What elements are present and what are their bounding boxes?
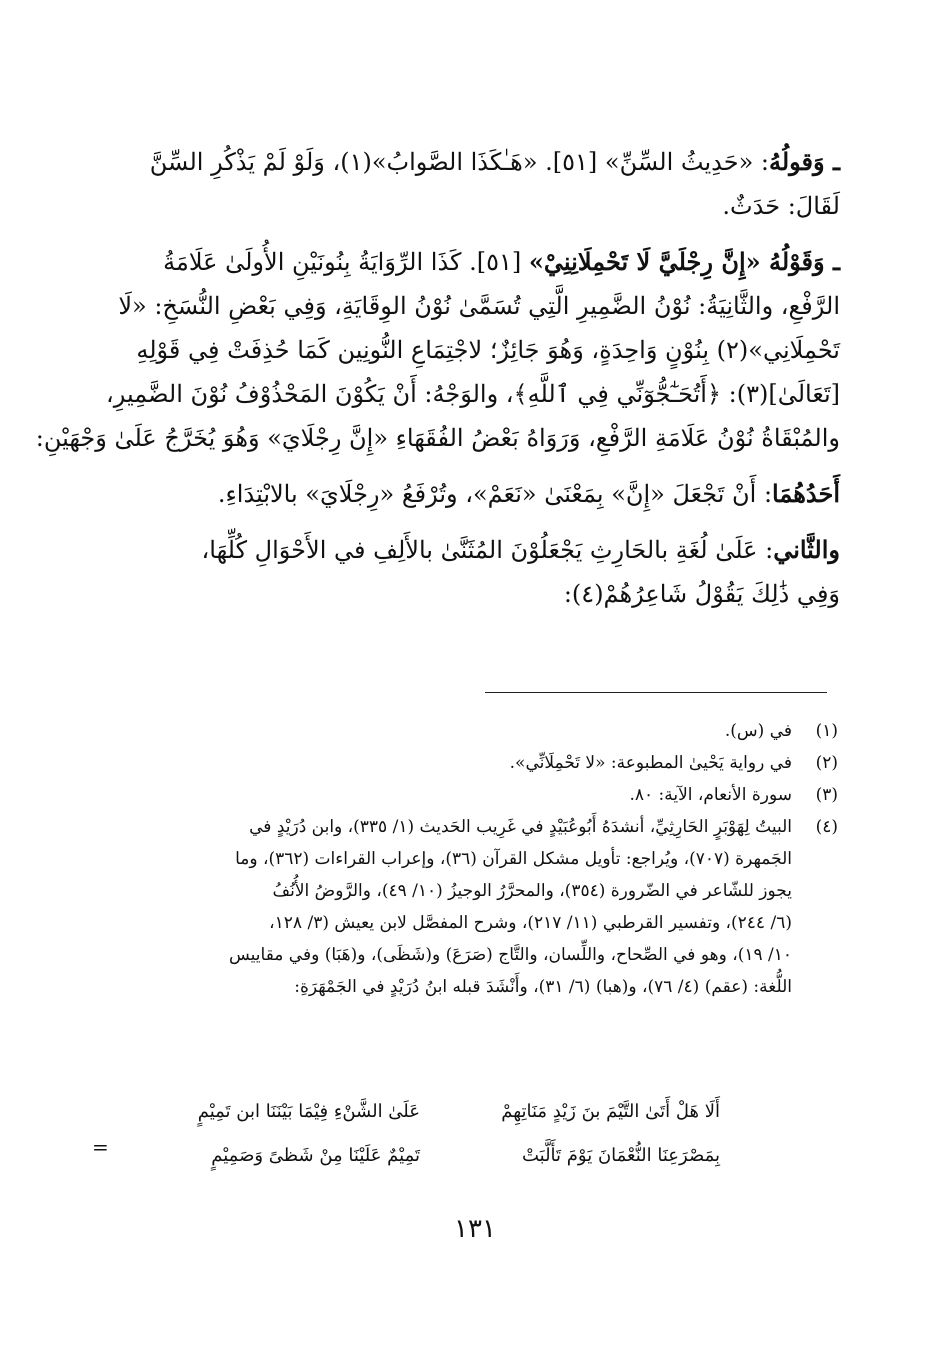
paragraph (128, 528, 840, 616)
line-text: [٥١]. كَذَا الرِّوَايَةُ بِنُونَيْنِ الأُولَىٰ عَلَامَةُ (163, 248, 529, 276)
line-text: : أَنْ تَجْعَلَ «إِنَّ» بِمَعْنَىٰ «نَعَمْ»، وتُرْفَعُ «رِجْلَايَ» بالابْتِدَاءِ. (217, 480, 773, 508)
footnote-line: اللُّغة: (عقم) (٤/ ٧٦)، و(هبا) (٦/ ٣١)، وأَنْشَدَ قبله ابنُ دُرَيْدٍ في الجَمْهَرَةِ: (294, 977, 792, 997)
footnote (112, 779, 838, 811)
text-line: تَحْمِلَانِي»(٢) بِنُوْنٍ وَاحِدَةٍ، وَهُوَ جَائِزٌ؛ لاجْتِمَاعِ النُّونِين كَمَا حُذِفَتْ فِي قَوْلِهِ (136, 336, 840, 364)
paragraph (35, 240, 840, 460)
footnotes (112, 715, 838, 1003)
line-text: : عَلَىٰ لُغَةِ بالحَارِثِ يَجْعَلُوْنَ المُثَنَّىٰ بالأَلِفِ في الأَحْوَالِ كُلِّهَا، (201, 536, 774, 564)
paragraph-lead: أَحَدُهُمَا (772, 479, 840, 508)
verse-first-hemistich: بِمَصْرَعِنَا النُّعْمَانَ يَوْمَ تَأَلَّبَتْ (521, 1145, 720, 1166)
main-text (35, 140, 840, 628)
footnote (112, 811, 838, 1003)
verse-second-hemistich: تَمِيْمٌ عَلَيْنَا مِنْ شَظىً وَصَمِيْمٍ (211, 1145, 420, 1166)
text-line: والمُبْقَاةُ نُوْنُ عَلَامَةِ الرَّفْعِ، وَرَوَاهُ بَعْضُ الفُقَهَاءِ «إِنَّ رِجْلَايَ» وَهُوَ يُخَرَّجُ عَلَىٰ وَجْهَيْنِ: (35, 424, 840, 452)
text-line (128, 240, 840, 284)
footnote-text (112, 811, 792, 1003)
footnote-line: في (س). (724, 721, 792, 741)
footnote-line: البيتُ لِهَوْبَرٍ الحَارِثِيِّ، أنشدَهُ أَبُوعُبَيْدٍ في غَرِيب الحَديث (١/ ٣٣٥)، وابن دُرَيْدٍ في (249, 817, 792, 837)
text-line: وَفِي ذَٰلِكَ يَقُوْلُ شَاعِرُهُمْ(٤): (563, 580, 840, 608)
verse-first-hemistich: أَلَا هَلْ أَتَىٰ التَّيْمَ بنَ زَيْدٍ مَنَاتِهِمْ (501, 1101, 720, 1122)
footnote-number: (٢) (815, 753, 838, 773)
paragraph-lead: ـ وَقولُهُ (768, 147, 840, 176)
footnote-line: يجوز للشّاعر في الضّرورة (٣٥٤)، والمحرَّرُ الوجيزُ (١٠/ ٤٩)، والرَّوضُ الأُنُفُ (272, 881, 792, 901)
line-text: : «حَدِيثُ السِّنِّ» [٥١]. «هَـٰكَذَا الصَّوابُ»(١)، وَلَوْ لَمْ يَذْكُرِ السِّنَّ (149, 148, 769, 176)
verse-line (180, 1134, 720, 1178)
footnote-line: (٦/ ٢٤٤)، وتفسير القرطبي (١١/ ٢١٧)، وشرح المفصَّل لابن يعيش (٣/ ١٢٨، (269, 913, 792, 933)
verse-second-hemistich: عَلَىٰ الشَّنْءِ فِيْمَا بَيْنَنَا ابن تَمِيْمٍ (197, 1101, 420, 1122)
footnote-text (112, 779, 792, 811)
continuation-mark: = (92, 1135, 109, 1159)
footnote-line: في رواية يَحْيىٰ المطبوعة: «لا تَحْمِلَانِّي». (509, 753, 792, 773)
footnote-line: الجَمهرة (٧٠٧)، ويُراجع: تأويل مشكل القرآن (٣٦)، وإعراب القراءات (٣٦٢)، وما (235, 849, 792, 869)
text-line (128, 528, 840, 572)
text-line: [تَعَالَىٰ](٣): ﴿أَتُحَـٰٓجُّوٓنِّي فِي ٱللَّهِ﴾، والوَجْهُ: أَنْ يَكُوْنَ المَحْذُوْفُ نُوْنَ الضَّمِيرِ، (106, 380, 840, 408)
paragraph-lead: والثَّاني (773, 535, 840, 564)
footnote-separator (485, 692, 827, 693)
verse-line (180, 1090, 720, 1134)
paragraph (128, 140, 840, 228)
paragraph-lead: ـ وَقَوْلُهُ «إِنَّ رِجْلَيَّ لَا تَحْمِلَانِنِيْ» (528, 247, 840, 276)
text-line: لَقَالَ: حَدَثٌ. (722, 192, 840, 220)
text-line: الرَّفْعِ، والثَّانِيَةُ: نُوْنُ الضَّمِيرِ الَّتِي تُسَمَّىٰ نُوْنُ الوِقَايَةِ، وَفِي بَعْضِ النُّسَخِ: «لَا (118, 292, 840, 320)
footnote (112, 747, 838, 779)
paragraph (128, 472, 840, 516)
page-number: ١٣١ (454, 1214, 496, 1244)
footnote (112, 715, 838, 747)
footnote-line: ١٠/ ١٩)، وهو في الصِّحاح، واللِّسان، والتَّاج (صَرَعَ) و(شَظَى)، و(هَبَا) وفي مقاييس (228, 945, 792, 965)
footnote-number: (٤) (815, 817, 838, 837)
text-line (128, 472, 840, 516)
footnote-text (112, 747, 792, 779)
text-line (128, 140, 840, 184)
footnote-number: (١) (815, 721, 838, 741)
footnote-line: سورة الأنعام، الآية: ٨٠. (629, 785, 792, 805)
footnote-text (112, 715, 792, 747)
footnote-number: (٣) (815, 785, 838, 805)
poem-verses (180, 1090, 720, 1178)
